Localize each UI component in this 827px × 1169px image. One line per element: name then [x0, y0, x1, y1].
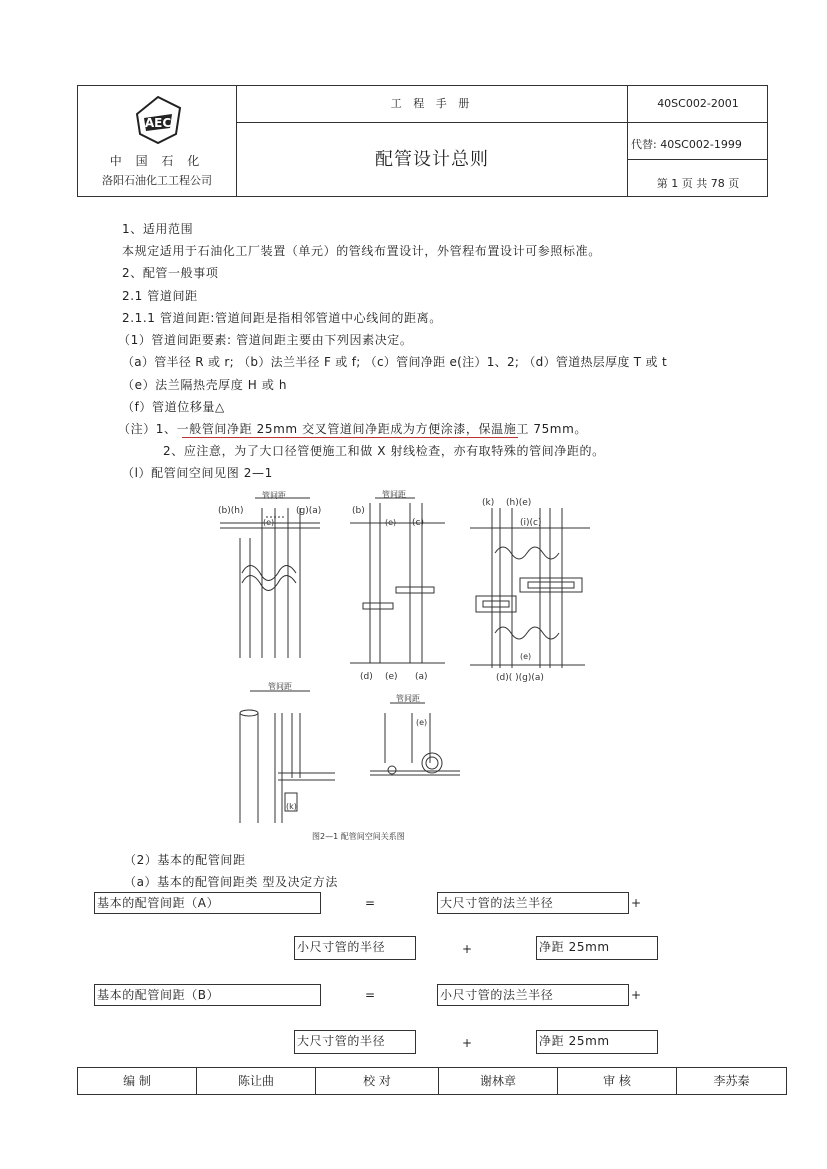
formula-a-flange: 大尺寸管的法兰半径 [437, 892, 629, 914]
factor-f: （f）管道位移量△ [122, 400, 225, 414]
fig-label-e-2: (e) [385, 518, 397, 527]
page-info: 第 1 页 共 78 页 [656, 177, 740, 190]
fig-label-b-h: (b)(h) [218, 506, 244, 516]
fig-label-k: (k) [482, 498, 495, 508]
formula-b-plus-2: + [462, 1036, 473, 1050]
fig-label-d-g-a: (d)( )(g)(a) [496, 673, 544, 683]
basic-spacing-heading: （2）基本的配管间距 [124, 853, 246, 867]
fig-label-a-2: (a) [415, 672, 428, 682]
figure-panel-5 [370, 693, 460, 775]
note-underline [182, 437, 518, 438]
section-2-1-heading: 2.1 管道间距 [122, 289, 198, 303]
company-logo-area [78, 86, 236, 196]
signature-footer [77, 1067, 787, 1095]
fig-label-k-4: (k) [286, 802, 297, 811]
figure-panel-2 [350, 489, 445, 682]
section-2-heading: 2、配管一般事项 [122, 266, 219, 280]
fig-label-e: (e) [263, 518, 275, 527]
formula-b-equals: = [365, 988, 376, 1002]
factors-a-d: （a）管半径 R 或 r; （b）法兰半径 F 或 f; （c）管间净距 e(注）1、2; （d）管道热层厚度 T 或 t [122, 355, 667, 369]
fig-label-c-2: (c) [412, 518, 424, 528]
factor-e: （e）法兰隔热壳厚度 H 或 h [122, 378, 288, 392]
fig-label-e-3: (e) [520, 652, 532, 661]
fig-label-gap-5: 管间距 [396, 694, 420, 703]
formula-a-left: 基本的配管间距（A） [94, 892, 321, 914]
document-header [77, 85, 768, 197]
section-2-1-1-text: 2.1.1 管道间距:管道间距是指相邻管道中心线间的距离。 [122, 311, 442, 325]
figure-panel-1 [218, 490, 321, 658]
formula-a-clearance: 净距 25mm [536, 936, 658, 960]
formula-b-radius: 大尺寸管的半径 [294, 1030, 416, 1054]
fig-label-i-c: (i)(c) [520, 518, 542, 528]
footer-prepared-label: 编 制 [78, 1068, 197, 1094]
figure-reference: （l）配管间空间见图 2—1 [122, 466, 273, 480]
formula-b-flange: 小尺寸管的法兰半径 [437, 984, 629, 1006]
logo-text: AEC [144, 116, 172, 130]
company-logo [132, 94, 184, 146]
basic-spacing-types: （a）基本的配管间距类 型及决定方法 [124, 875, 338, 889]
footer-checked-label: 校 对 [316, 1068, 439, 1094]
fig-label-h-e: (h)(e) [506, 498, 532, 508]
manual-label: 工 程 手 册 [390, 97, 474, 110]
figure-panel-4 [240, 681, 335, 823]
formula-b-clearance: 净距 25mm [536, 1030, 658, 1054]
note-2: 2、应注意，为了大口径管便施工和做 X 射线检查，亦有取特殊的管间净距的。 [163, 444, 605, 458]
formula-b-plus-1: + [631, 988, 642, 1002]
formula-a-plus-1: + [631, 896, 642, 910]
footer-checked-name: 谢林章 [439, 1068, 558, 1094]
replaces-code: 代替: 40SC002-1999 [631, 138, 742, 151]
note-1: （注）1、一般管间净距 25mm 交叉管道间净距成为方便涂漆，保温施工 75mm。 [118, 422, 587, 436]
formula-a-radius: 小尺寸管的半径 [294, 936, 416, 960]
fig-label-gap: 管间距 [262, 491, 286, 500]
section-1-heading: 1、适用范围 [122, 222, 194, 236]
figure-caption: 图2—1 配管间空间关系图 [312, 832, 405, 841]
formula-a-plus-2: + [462, 942, 473, 956]
fig-label-g-a: (g)(a) [296, 506, 322, 516]
doc-code: 40SC002-2001 [657, 97, 739, 110]
footer-approved-label: 审 核 [558, 1068, 677, 1094]
footer-approved-name: 李苏秦 [713, 1074, 750, 1088]
fig-label-e-5: (e) [416, 718, 428, 727]
fig-label-gap-4: 管间距 [268, 682, 292, 691]
pipe-spacing-figure [200, 483, 600, 853]
fig-label-e-2b: (e) [385, 672, 398, 682]
page-title: 配管设计总则 [375, 149, 489, 170]
company-line-1: 中 国 石 化 [109, 154, 205, 168]
footer-prepared-name: 陈让曲 [197, 1068, 316, 1094]
fig-label-b-2: (b) [352, 506, 365, 516]
fig-label-d-2: (d) [360, 672, 373, 682]
formula-b-left: 基本的配管间距（B） [94, 984, 321, 1006]
company-line-2: 洛阳石油化工工程公司 [102, 174, 212, 187]
scope-text: 本规定适用于石油化工厂装置（单元）的管线布置设计，外管程布置设计可参照标准。 [122, 244, 601, 258]
fig-label-gap-2: 管间距 [382, 490, 406, 499]
formula-a-equals: = [365, 896, 376, 910]
spacing-factors-text: （1）管道间距要素: 管道间距主要由下列因素决定。 [118, 333, 413, 347]
figure-panel-3 [470, 498, 590, 683]
